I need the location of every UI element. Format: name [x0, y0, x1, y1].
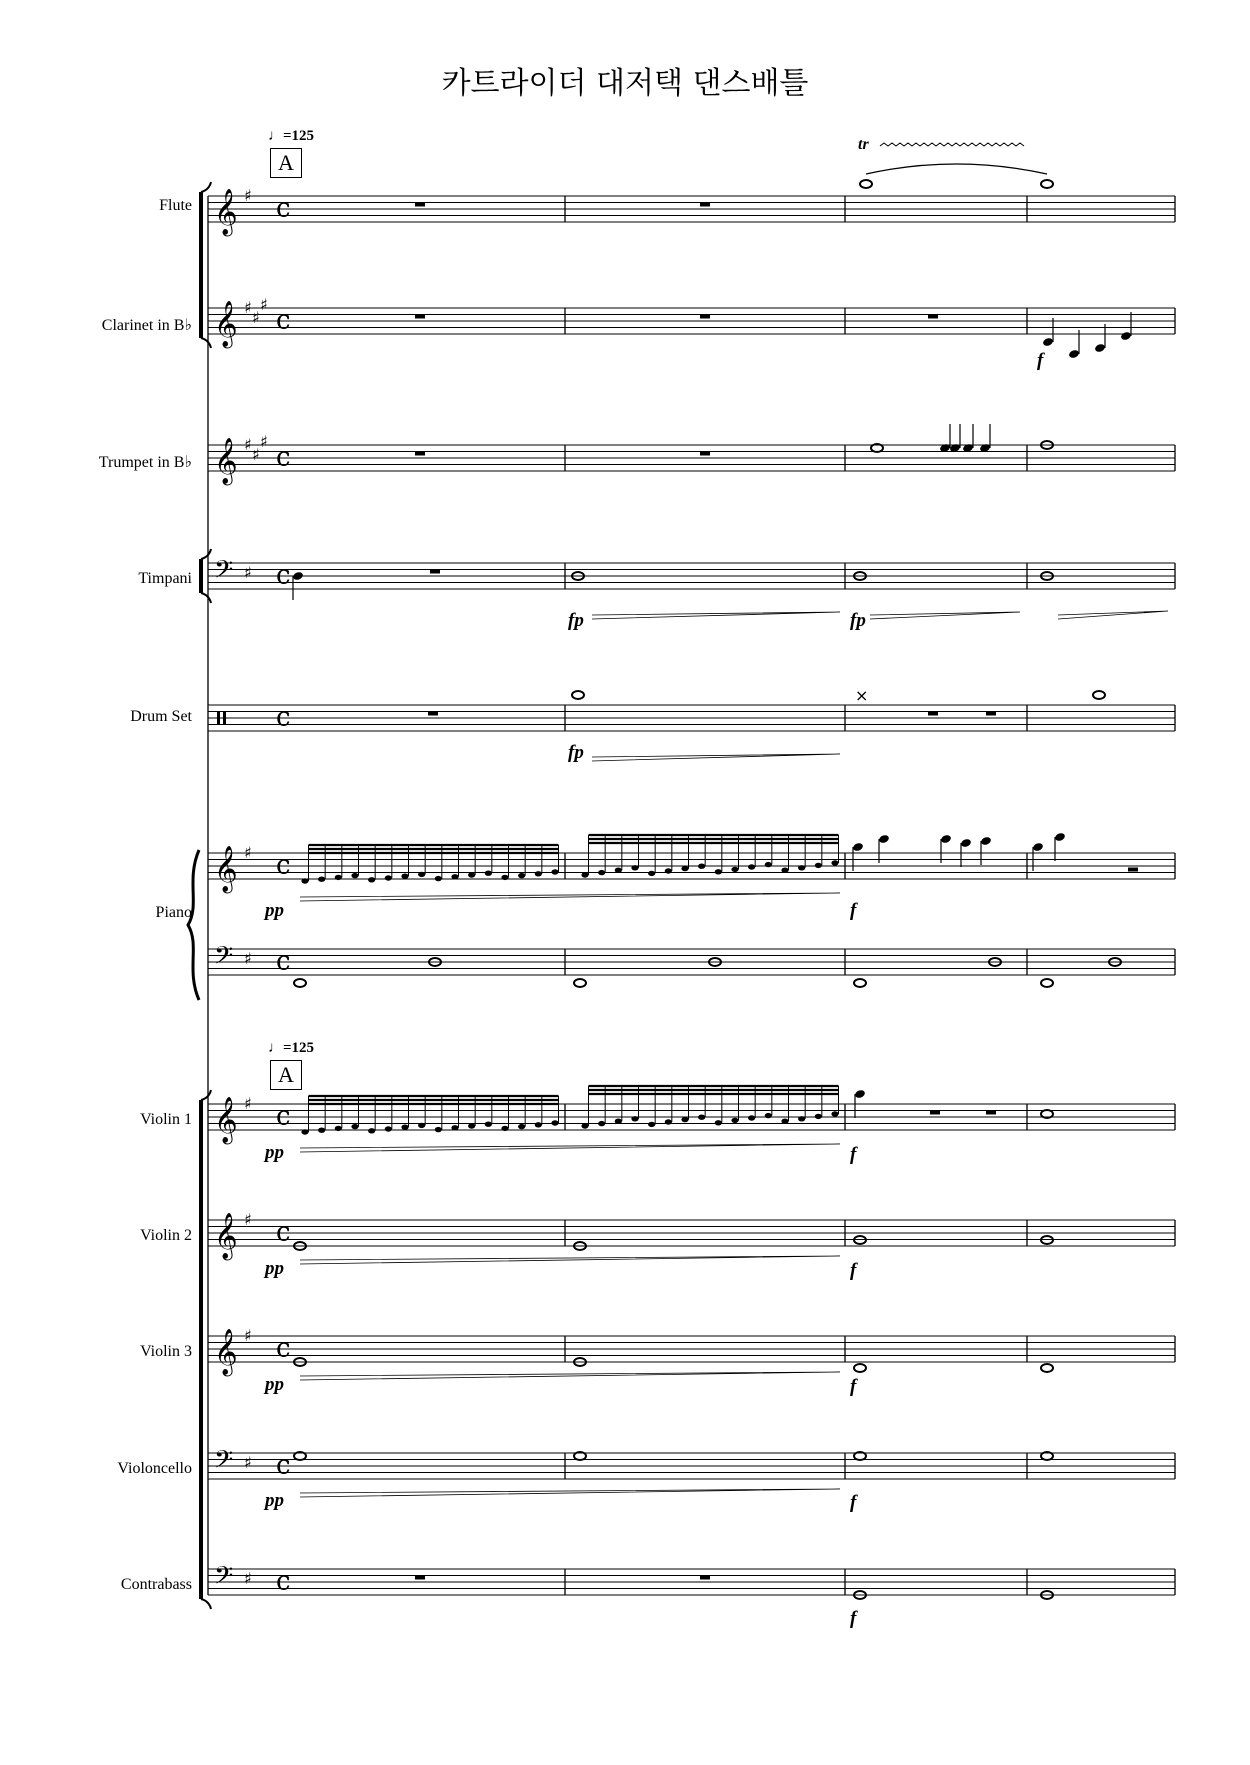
violin1-sixteenth [715, 1120, 722, 1125]
piano-bass-note [1041, 979, 1053, 987]
piano-sixteenth [401, 874, 408, 879]
piano-bass-note [574, 979, 586, 987]
piano-sixteenth [301, 878, 308, 883]
common-time-icon: c [276, 1333, 291, 1364]
timpani-note [292, 571, 304, 581]
quarter-note-icon: ♩ [268, 128, 283, 144]
sharp-icon: ♯ [244, 1094, 252, 1113]
hairpin [870, 612, 1020, 619]
whole-rest-icon [415, 315, 425, 319]
dynamic-violin3-f: f [850, 1376, 857, 1397]
treble-clef-icon: 𝄞 [214, 301, 238, 347]
treble-clef-icon: 𝄞 [214, 189, 238, 235]
piano-sixteenth [435, 876, 442, 881]
piano-chord-note [852, 842, 864, 852]
sharp-icon: ♯ [244, 298, 252, 317]
whole-rest-icon [1128, 868, 1138, 872]
hairpin [300, 893, 840, 901]
whole-rest-icon [986, 712, 996, 716]
whole-rest-icon [700, 315, 710, 319]
instrument-label-flute: Flute [159, 197, 192, 214]
instrument-label-violoncello: Violoncello [117, 1460, 192, 1477]
clarinet-note [1094, 343, 1106, 353]
piano-sixteenth [648, 871, 655, 876]
sharp-icon: ♯ [244, 1452, 252, 1472]
dynamic-violin1-f: f [850, 1144, 857, 1165]
bass-clef-icon: 𝄢 [214, 941, 234, 977]
timpani-bracket-top [201, 549, 211, 559]
common-time-icon: c [276, 1217, 291, 1248]
treble-clef-icon: 𝄞 [214, 438, 238, 484]
common-time-icon: c [276, 1566, 291, 1597]
strings-bracket-top [201, 1090, 211, 1100]
hairpin [1058, 611, 1168, 619]
violin3-note [854, 1364, 866, 1372]
rehearsal-mark-strings: A [270, 1060, 302, 1090]
woodwind-bracket-bottom [201, 338, 211, 348]
piano-sixteenth [318, 877, 325, 882]
dynamic-timpani-fp-1: fp [568, 610, 584, 631]
piano-chord-note [1054, 832, 1066, 842]
violin3-note [1041, 1364, 1053, 1372]
piano-sixteenth [665, 868, 672, 873]
dynamic-piano-f: f [850, 900, 857, 921]
violin1-accent-note [854, 1089, 866, 1099]
bass-clef-icon: 𝄢 [214, 1445, 234, 1481]
violin1-sixteenth [318, 1128, 325, 1133]
sharp-icon: ♯ [244, 1568, 252, 1588]
violin1-sixteenth [418, 1123, 425, 1128]
piano-chord-note [1032, 842, 1044, 852]
cymbal-note [572, 691, 584, 699]
instrument-label-contrabass: Contrabass [120, 1576, 192, 1593]
flute-trill-note [860, 180, 872, 188]
piano-chord-note [940, 834, 952, 844]
common-time-icon: c [276, 1101, 291, 1132]
violin1-sixteenth [468, 1123, 475, 1128]
instrument-label-violin3: Violin 3 [140, 1343, 192, 1360]
piano-sixteenth [748, 864, 755, 869]
tie-slur [866, 164, 1047, 174]
piano-sixteenth [731, 867, 738, 872]
instrument-label-clarinet: Clarinet in B♭ [101, 317, 192, 334]
violin1-sixteenth [518, 1124, 525, 1129]
whole-rest-icon [700, 1576, 710, 1580]
violin1-sixteenth [798, 1116, 805, 1121]
piano-chord-note [960, 838, 972, 848]
common-time-icon: c [276, 442, 291, 473]
violin1-sixteenth [831, 1111, 838, 1116]
cymbal-note [1093, 691, 1105, 699]
sharp-icon: ♯ [260, 431, 268, 451]
piano-sixteenth [781, 868, 788, 873]
tempo-value: =125 [283, 128, 315, 144]
whole-rest-icon [700, 203, 710, 207]
dynamic-piano-pp: pp [265, 900, 284, 921]
piano-sixteenth [815, 863, 822, 868]
hairpin [592, 612, 840, 619]
violin1-sixteenth [351, 1124, 358, 1129]
percussion-clef-icon [217, 712, 220, 725]
piano-chord-note [980, 836, 992, 846]
piano-sixteenth [468, 872, 475, 877]
piano-sixteenth [368, 877, 375, 882]
piano-bass-note [854, 979, 866, 987]
piano-bass-note [294, 979, 306, 987]
piano-sixteenth [798, 865, 805, 870]
piano-sixteenth [581, 872, 588, 877]
whole-rest-icon [700, 452, 710, 456]
violin1-sixteenth [665, 1119, 672, 1124]
violin1-sixteenth [485, 1122, 492, 1127]
piano-sixteenth [518, 873, 525, 878]
violin1-sixteenth [535, 1122, 542, 1127]
violin1-sixteenth [401, 1125, 408, 1130]
piano-chord-note [878, 834, 890, 844]
bass-clef-icon: 𝄢 [214, 1561, 234, 1597]
instrument-label-trumpet: Trumpet in B♭ [98, 454, 192, 471]
whole-rest-icon [415, 203, 425, 207]
sharp-icon: ♯ [244, 562, 252, 582]
piano-sixteenth [335, 875, 342, 880]
violin1-sixteenth [681, 1117, 688, 1122]
percussion-clef-icon [223, 712, 226, 725]
whole-rest-icon [415, 1576, 425, 1580]
violin1-sixteenth [631, 1116, 638, 1121]
common-time-icon: c [276, 702, 291, 733]
whole-rest-icon [928, 315, 938, 319]
trill-mark: tr [858, 136, 869, 153]
tempo-value: =125 [283, 1040, 315, 1056]
piano-brace [188, 850, 199, 1000]
piano-sixteenth [385, 875, 392, 880]
violin1-sixteenth [815, 1114, 822, 1119]
dynamic-violin3-pp: pp [265, 1374, 284, 1395]
common-time-icon: c [276, 850, 291, 881]
treble-clef-icon: 𝄞 [214, 1213, 238, 1259]
sharp-icon: ♯ [252, 307, 260, 327]
instrument-label-drumset: Drum Set [130, 708, 192, 725]
crash-note: × [855, 686, 869, 705]
violin1-sixteenth [501, 1126, 508, 1131]
common-time-icon: c [276, 946, 291, 977]
score-title: 카트라이더 대저택 댄스배틀 [441, 66, 809, 101]
sharp-icon: ♯ [244, 948, 252, 968]
violin1-sixteenth [301, 1129, 308, 1134]
violin1-sixteenth [581, 1123, 588, 1128]
piano-sixteenth [698, 864, 705, 869]
piano-sixteenth [551, 869, 558, 874]
piano-sixteenth [351, 873, 358, 878]
dynamic-drums-fp: fp [568, 742, 584, 763]
piano-sixteenth [831, 860, 838, 865]
sharp-icon: ♯ [244, 1210, 252, 1229]
piano-sixteenth [681, 866, 688, 871]
common-time-icon: c [276, 305, 291, 336]
violin1-sixteenth [368, 1128, 375, 1133]
dynamic-clarinet-f: f [1037, 350, 1044, 371]
quarter-note-icon: ♩ [268, 1040, 283, 1056]
instrument-label-piano: Piano [155, 904, 192, 921]
clarinet-note [1068, 349, 1080, 359]
hairpin [300, 1144, 840, 1152]
bass-clef-icon: 𝄢 [214, 555, 234, 591]
whole-rest-icon [430, 570, 440, 574]
piano-sixteenth [485, 871, 492, 876]
timpani-bracket-bottom [201, 593, 211, 603]
common-time-icon: c [276, 560, 291, 591]
woodwind-bracket-top [201, 182, 211, 192]
violin1-sixteenth [435, 1127, 442, 1132]
violin1-sixteenth [781, 1119, 788, 1124]
violin1-sixteenth [648, 1122, 655, 1127]
piano-sixteenth [451, 874, 458, 879]
violin1-sixteenth [698, 1115, 705, 1120]
sharp-icon: ♯ [252, 444, 260, 464]
violin1-sixteenth [765, 1113, 772, 1118]
violin1-sixteenth [731, 1118, 738, 1123]
whole-rest-icon [428, 712, 438, 716]
violin1-sixteenth [615, 1119, 622, 1124]
whole-rest-icon [986, 1111, 996, 1115]
instrument-label-violin2: Violin 2 [140, 1227, 192, 1244]
violin1-sixteenth [748, 1115, 755, 1120]
dynamic-cello-f: f [850, 1492, 857, 1513]
whole-rest-icon [415, 452, 425, 456]
strings-bracket-bottom [201, 1599, 211, 1609]
sharp-icon: ♯ [244, 435, 252, 454]
dynamic-timpani-fp-2: fp [850, 610, 866, 631]
treble-clef-icon: 𝄞 [214, 846, 238, 892]
common-time-icon: c [276, 193, 291, 224]
violin1-sixteenth [335, 1126, 342, 1131]
dynamic-violin2-pp: pp [265, 1258, 284, 1279]
clarinet-note [1120, 331, 1132, 341]
hairpin [592, 754, 840, 761]
flute-tied-note [1041, 180, 1053, 188]
piano-sixteenth [598, 870, 605, 875]
violin1-sixteenth [451, 1125, 458, 1130]
hairpin [300, 1372, 840, 1380]
hairpin [300, 1489, 840, 1497]
hairpin [300, 1256, 840, 1264]
dynamic-violin1-pp: pp [265, 1142, 284, 1163]
clarinet-note [1042, 337, 1054, 347]
piano-sixteenth [615, 868, 622, 873]
rehearsal-mark-top: A [270, 148, 302, 178]
whole-rest-icon [930, 1111, 940, 1115]
sharp-icon: ♯ [260, 294, 268, 314]
treble-clef-icon: 𝄞 [214, 1097, 238, 1143]
dynamic-contrabass-f: f [850, 1608, 857, 1629]
dynamic-violin2-f: f [850, 1260, 857, 1281]
sharp-icon: ♯ [244, 1326, 252, 1345]
trill-line [880, 143, 1024, 146]
instrument-label-violin1: Violin 1 [140, 1111, 192, 1128]
sharp-icon: ♯ [244, 186, 252, 205]
violin1-sixteenth [551, 1120, 558, 1125]
whole-rest-icon [928, 712, 938, 716]
piano-sixteenth [715, 869, 722, 874]
dynamic-cello-pp: pp [265, 1490, 284, 1511]
violin1-sixteenth [598, 1121, 605, 1126]
piano-sixteenth [535, 871, 542, 876]
piano-sixteenth [501, 875, 508, 880]
piano-sixteenth [418, 872, 425, 877]
sharp-icon: ♯ [244, 843, 252, 862]
treble-clef-icon: 𝄞 [214, 1329, 238, 1375]
piano-sixteenth [765, 862, 772, 867]
common-time-icon: c [276, 1450, 291, 1481]
violin1-sixteenth [385, 1126, 392, 1131]
instrument-label-timpani: Timpani [138, 570, 192, 587]
piano-sixteenth [631, 865, 638, 870]
